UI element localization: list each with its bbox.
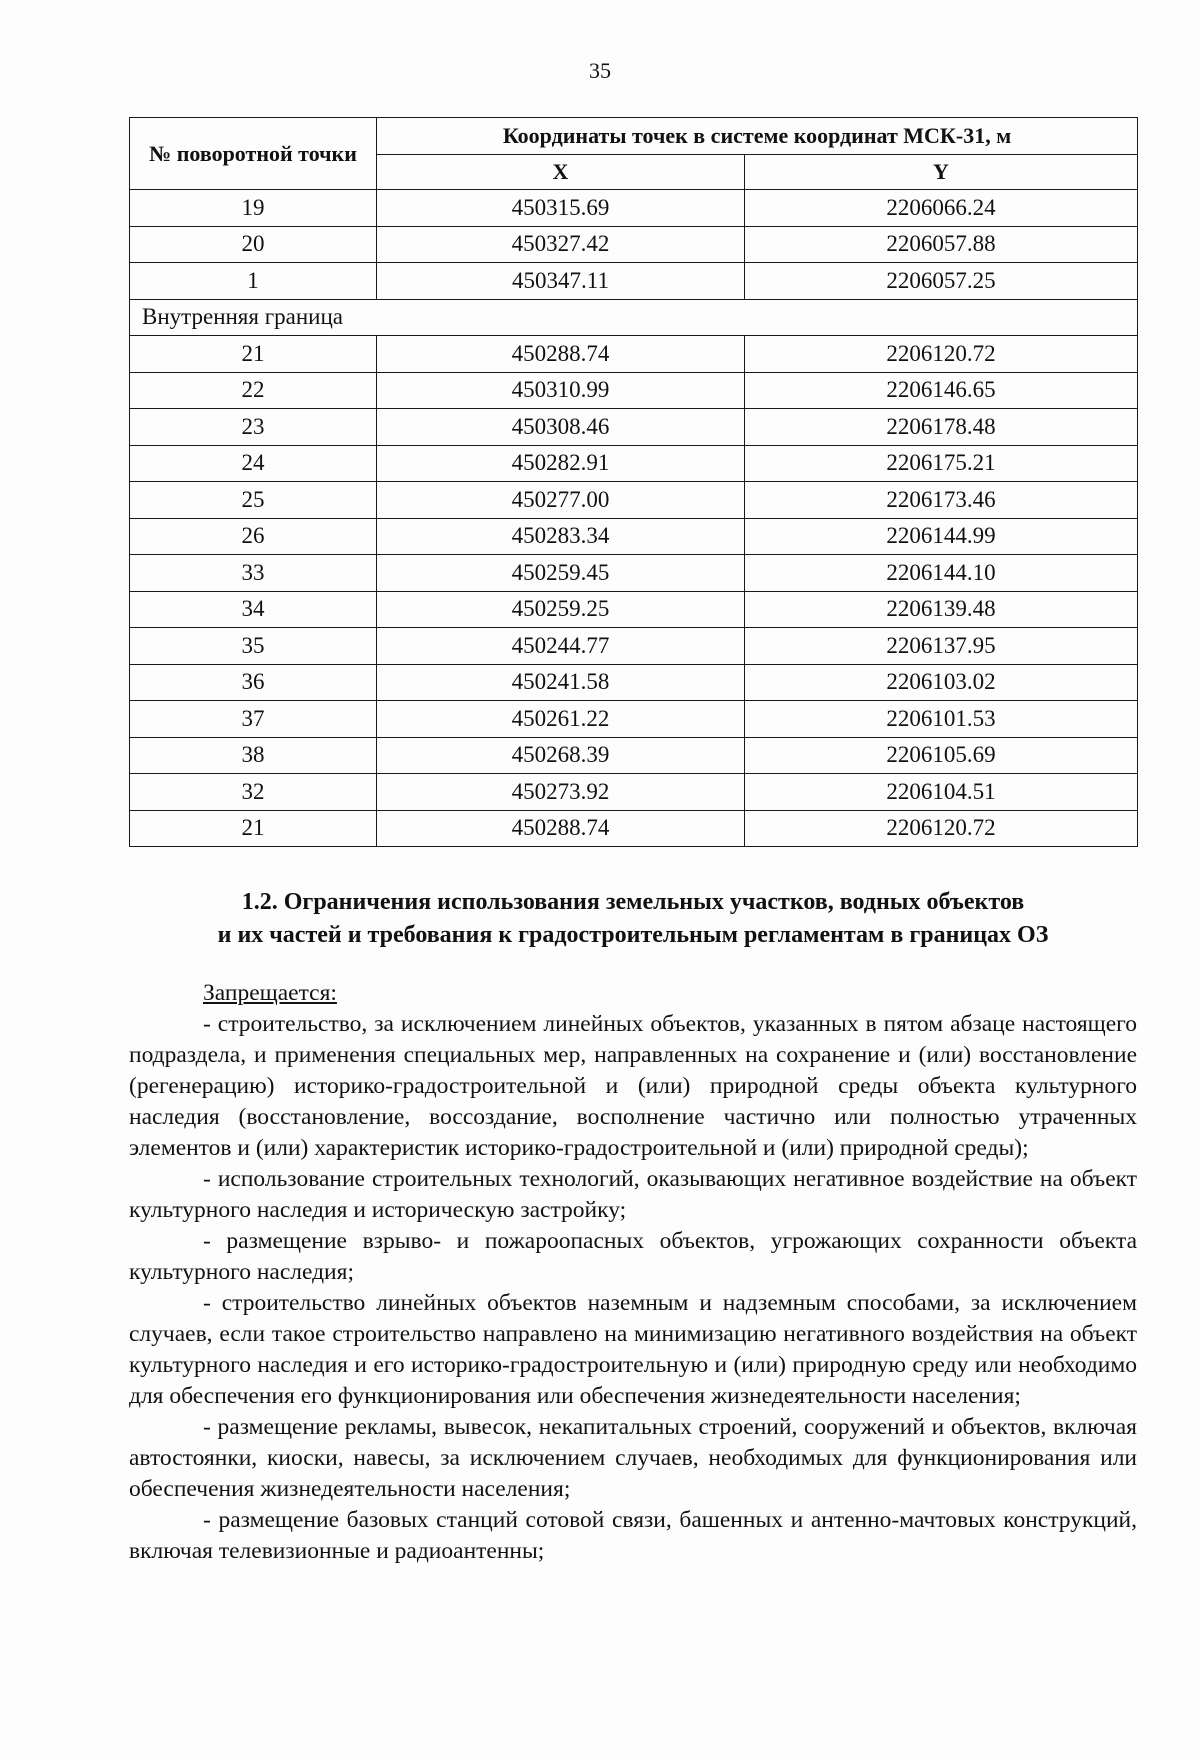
y-cell: 2206146.65 [745,372,1138,409]
table-row [130,591,1138,628]
section-heading-line: 1.2. Ограничения использования земельных участков, водных объектов [241,889,1025,915]
y-cell: 2206144.10 [745,555,1138,592]
point-cell: 32 [130,774,377,811]
x-cell: 450282.91 [377,445,745,482]
x-cell: 450244.77 [377,628,745,665]
point-cell: 36 [130,664,377,701]
y-cell: 2206175.21 [745,445,1138,482]
point-cell: 19 [130,190,377,227]
point-cell: 1 [130,263,377,300]
section-label-cell: Внутренняя граница [130,299,1138,336]
x-cell: 450277.00 [377,482,745,519]
x-cell: 450241.58 [377,664,745,701]
table-row [130,701,1138,738]
point-cell: 35 [130,628,377,665]
x-cell: 450273.92 [377,774,745,811]
restriction-item: - размещение базовых станций сотовой связи, башенных и антенно-мачтовых конструкций, включая телевизионные и радиоантенны; [129,1507,1137,1564]
y-cell: 2206139.48 [745,591,1138,628]
point-cell: 37 [130,701,377,738]
coordinates-table [129,117,1138,847]
point-cell: 26 [130,518,377,555]
y-cell: 2206057.25 [745,263,1138,300]
y-cell: 2206103.02 [745,664,1138,701]
y-cell: 2206178.48 [745,409,1138,446]
y-cell: 2206105.69 [745,737,1138,774]
y-cell: 2206104.51 [745,774,1138,811]
restriction-item: - размещение взрыво- и пожароопасных объектов, угрожающих сохранности объекта культурного наследия; [129,1228,1137,1285]
coordinates-caption-header: Координаты точек в системе координат МСК-31, м [377,118,1138,155]
x-cell: 450283.34 [377,518,745,555]
table-body [130,190,1138,847]
section-heading-line: и их частей и требования к градостроительным регламентам в границах ОЗ [217,922,1049,948]
y-cell: 2206120.72 [745,336,1138,373]
y-cell: 2206101.53 [745,701,1138,738]
point-number-header: № поворотной точки [130,118,377,190]
x-cell: 450315.69 [377,190,745,227]
table-row [130,445,1138,482]
x-cell: 450288.74 [377,336,745,373]
point-cell: 22 [130,372,377,409]
y-cell: 2206066.24 [745,190,1138,227]
x-cell: 450259.25 [377,591,745,628]
restriction-item: - строительство линейных объектов наземным и надземным способами, за исключением случаев, если такое строительство направлено на минимизацию негативного воздействия на объект культурного наследия и его историко-градостроительную и (или) природную среду или необходимо для обеспечения его функционирования или обеспечения жизнедеятельности населения; [129,1290,1137,1409]
y-column-header: Y [745,155,1138,190]
table-row [130,774,1138,811]
table-row [130,409,1138,446]
y-cell: 2206120.72 [745,810,1138,847]
table-row [130,336,1138,373]
restriction-item: - размещение рекламы, вывесок, некапитальных строений, сооружений и объектов, включая автостоянки, киоски, навесы, за исключением случаев, необходимых для функционирования или обеспечения жизнедеятельности населения; [129,1414,1137,1502]
table-row [130,810,1138,847]
x-cell: 450259.45 [377,555,745,592]
point-cell: 34 [130,591,377,628]
point-cell: 20 [130,226,377,263]
point-cell: 21 [130,336,377,373]
point-cell: 21 [130,810,377,847]
section-row [130,299,1138,336]
y-cell: 2206173.46 [745,482,1138,519]
table-row [130,372,1138,409]
point-cell: 25 [130,482,377,519]
table-row [130,555,1138,592]
x-column-header: X [377,155,745,190]
page-number: 35 [589,58,611,83]
table-row [130,226,1138,263]
restrictions-text [129,978,1137,1567]
x-cell: 450288.74 [377,810,745,847]
x-cell: 450268.39 [377,737,745,774]
section-heading [129,886,1137,952]
prohibited-lead: Запрещается: [203,980,337,1006]
y-cell: 2206057.88 [745,226,1138,263]
table-row [130,737,1138,774]
point-cell: 38 [130,737,377,774]
point-cell: 23 [130,409,377,446]
x-cell: 450327.42 [377,226,745,263]
table-row [130,664,1138,701]
table-row [130,482,1138,519]
restriction-item: - использование строительных технологий, оказывающих негативное воздействие на объект культурного наследия и историческую застройку; [129,1166,1137,1223]
point-cell: 24 [130,445,377,482]
table-row [130,190,1138,227]
x-cell: 450310.99 [377,372,745,409]
table-row [130,518,1138,555]
y-cell: 2206137.95 [745,628,1138,665]
restriction-item: - строительство, за исключением линейных объектов, указанных в пятом абзаце настоящего подраздела, и применения специальных мер, направленных на сохранение и (или) восстановление (регенерацию) историко-градостроительной и (или) природной среды объекта культурного наследия (восстановление, воссоздание, восполнение частично или полностью утраченных элементов и (или) характеристик историко-градостроительной и (или) природной среды); [129,1011,1137,1161]
x-cell: 450308.46 [377,409,745,446]
table-row [130,628,1138,665]
x-cell: 450347.11 [377,263,745,300]
table-row [130,263,1138,300]
y-cell: 2206144.99 [745,518,1138,555]
table-header-row [130,118,1138,155]
x-cell: 450261.22 [377,701,745,738]
point-cell: 33 [130,555,377,592]
